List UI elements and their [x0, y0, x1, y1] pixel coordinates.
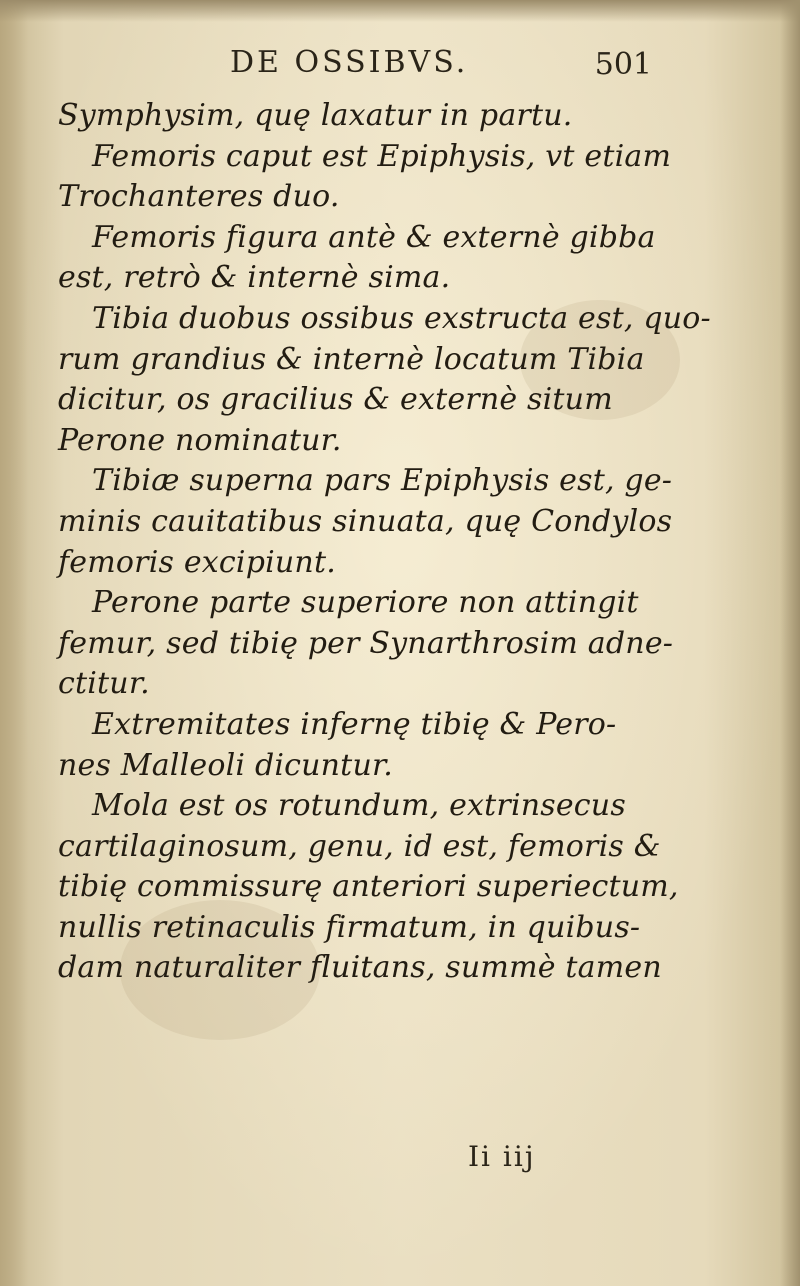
text-line: cartilaginosum, genu, id est, femoris & [58, 828, 661, 864]
paragraph [58, 461, 673, 583]
text-line: rum grandius & internè locatum Tibia [58, 341, 645, 377]
paragraph [58, 96, 658, 137]
page-number: 501 [594, 47, 652, 82]
text-line: Trochanteres duo. [58, 179, 340, 215]
running-head: DE OSSIBVS. [230, 45, 469, 80]
paragraph [58, 218, 658, 299]
text-line: Extremitates infernę tibię & Pero- [92, 706, 617, 742]
paragraph [58, 583, 674, 705]
text-line: nullis retinaculis firmatum, in quibus- [58, 909, 641, 945]
paragraph [58, 705, 658, 786]
text-line: dicitur, os gracilius & externè situm [58, 382, 613, 418]
signature-mark: Ii iij [468, 1140, 536, 1173]
text-line: Tibiæ superna pars Epiphysis est, ge- [92, 463, 673, 499]
text-line: Mola est os rotundum, extrinsecus [92, 788, 626, 824]
page-top-edge-shadow [0, 0, 800, 22]
paragraph [58, 786, 679, 989]
text-line: femoris excipiunt. [58, 544, 336, 580]
text-line: femur, sed tibię per Synarthrosim adne- [58, 625, 674, 661]
text-line: dam naturaliter fluitans, summè tamen [58, 950, 662, 986]
text-line: nes Malleoli dicuntur. [58, 747, 393, 783]
text-line: tibię commissurę anteriori superiectum, [58, 869, 679, 905]
paragraph [58, 299, 711, 461]
paragraph [58, 137, 672, 218]
text-line: Femoris caput est Epiphysis, vt etiam [92, 138, 672, 174]
text-line: minis cauitatibus sinuata, quę Condylos [58, 503, 673, 539]
text-line: ctitur. [58, 666, 150, 702]
text-line: Perone nominatur. [58, 422, 342, 458]
text-line: est, retrò & internè sima. [58, 260, 451, 296]
body-text [58, 96, 711, 989]
page-left-edge-shadow [0, 0, 28, 1286]
text-line: Femoris figura antè & externè gibba [92, 219, 656, 255]
text-line: Symphysim, quę laxatur in partu. [58, 98, 573, 133]
page-header [60, 45, 660, 95]
page-right-edge-shadow [780, 0, 800, 1286]
text-line: Tibia duobus ossibus exstructa est, quo- [92, 300, 711, 336]
text-line: Perone parte superiore non attingit [92, 585, 639, 621]
